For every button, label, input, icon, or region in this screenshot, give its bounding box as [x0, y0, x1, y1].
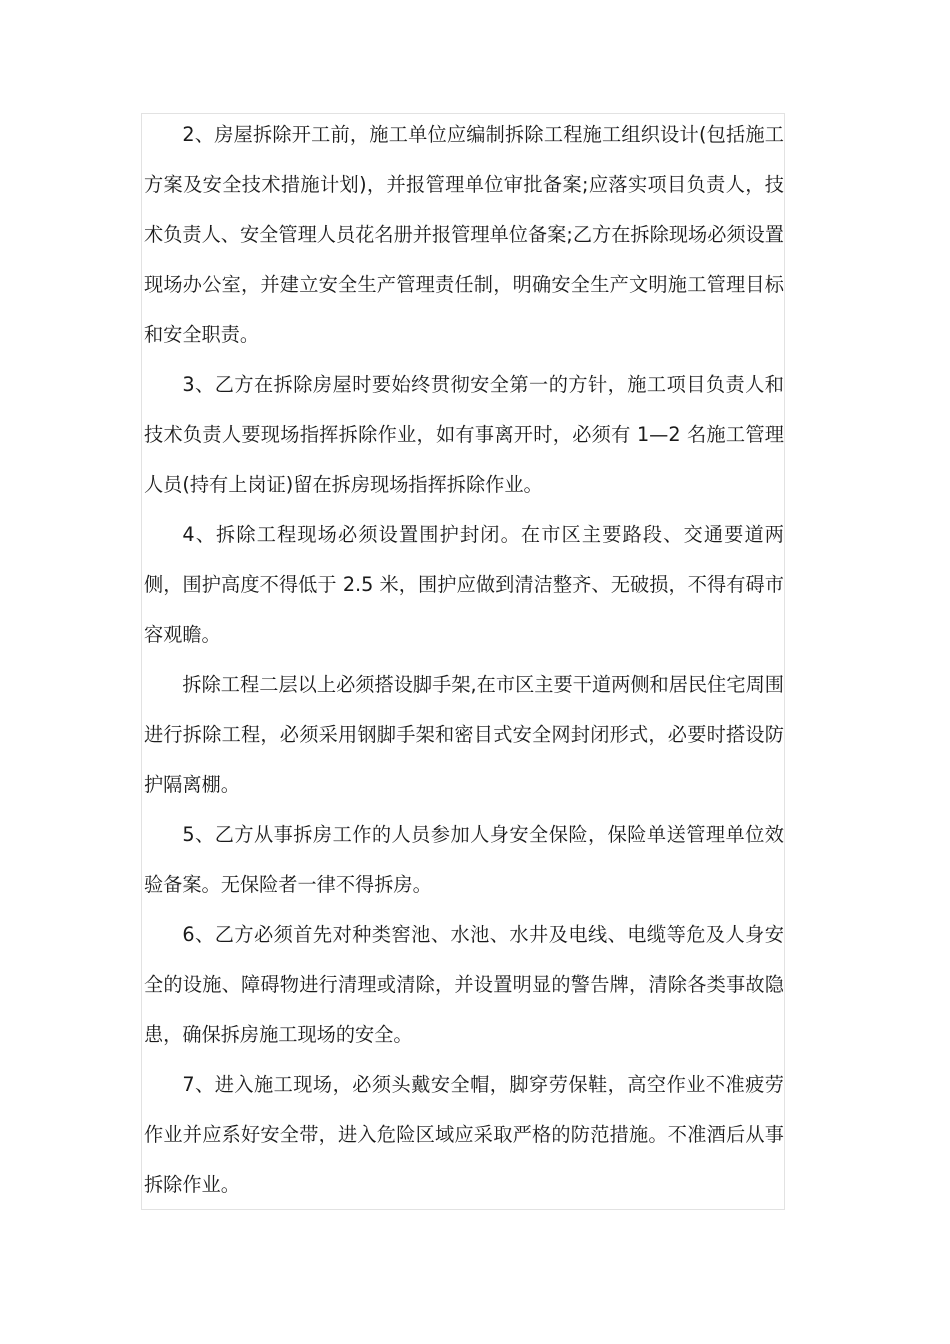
- paragraph-item-3: 3、乙方在拆除房屋时要始终贯彻安全第一的方针，施工项目负责人和技术负责人要现场指挥拆除作业，如有事离开时，必须有 1—2 名施工管理人员(持有上岗证)留在拆房现场指挥拆除作业。: [144, 373, 784, 496]
- paragraph-item-2: 2、房屋拆除开工前，施工单位应编制拆除工程施工组织设计(包括施工方案及安全技术措施计划)，并报管理单位审批备案;应落实项目负责人，技术负责人、安全管理人员花名册并报管理单位备案;乙方在拆除现场必须设置现场办公室，并建立安全生产管理责任制，明确安全生产文明施工管理目标和安全职责。: [144, 123, 784, 346]
- document-body: [144, 110, 784, 1210]
- paragraph-scaffolding: 拆除工程二层以上必须搭设脚手架,在市区主要干道两侧和居民住宅周围进行拆除工程，必须采用钢脚手架和密目式安全网封闭形式，必要时搭设防护隔离棚。: [144, 673, 784, 796]
- paragraph-item-7: 7、进入施工现场，必须头戴安全帽，脚穿劳保鞋，高空作业不准疲劳作业并应系好安全带，进入危险区域应采取严格的防范措施。不准酒后从事拆除作业。: [144, 1073, 784, 1196]
- paragraph-item-5: 5、乙方从事拆房工作的人员参加人身安全保险，保险单送管理单位效验备案。无保险者一律不得拆房。: [144, 823, 784, 896]
- paragraph-item-6: 6、乙方必须首先对种类窖池、水池、水井及电线、电缆等危及人身安全的设施、障碍物进行清理或清除，并设置明显的警告牌，清除各类事故隐患，确保拆房施工现场的安全。: [144, 923, 784, 1046]
- paragraph-item-4: 4、拆除工程现场必须设置围护封闭。在市区主要路段、交通要道两侧，围护高度不得低于 2.5 米，围护应做到清洁整齐、无破损，不得有碍市容观瞻。: [144, 523, 784, 646]
